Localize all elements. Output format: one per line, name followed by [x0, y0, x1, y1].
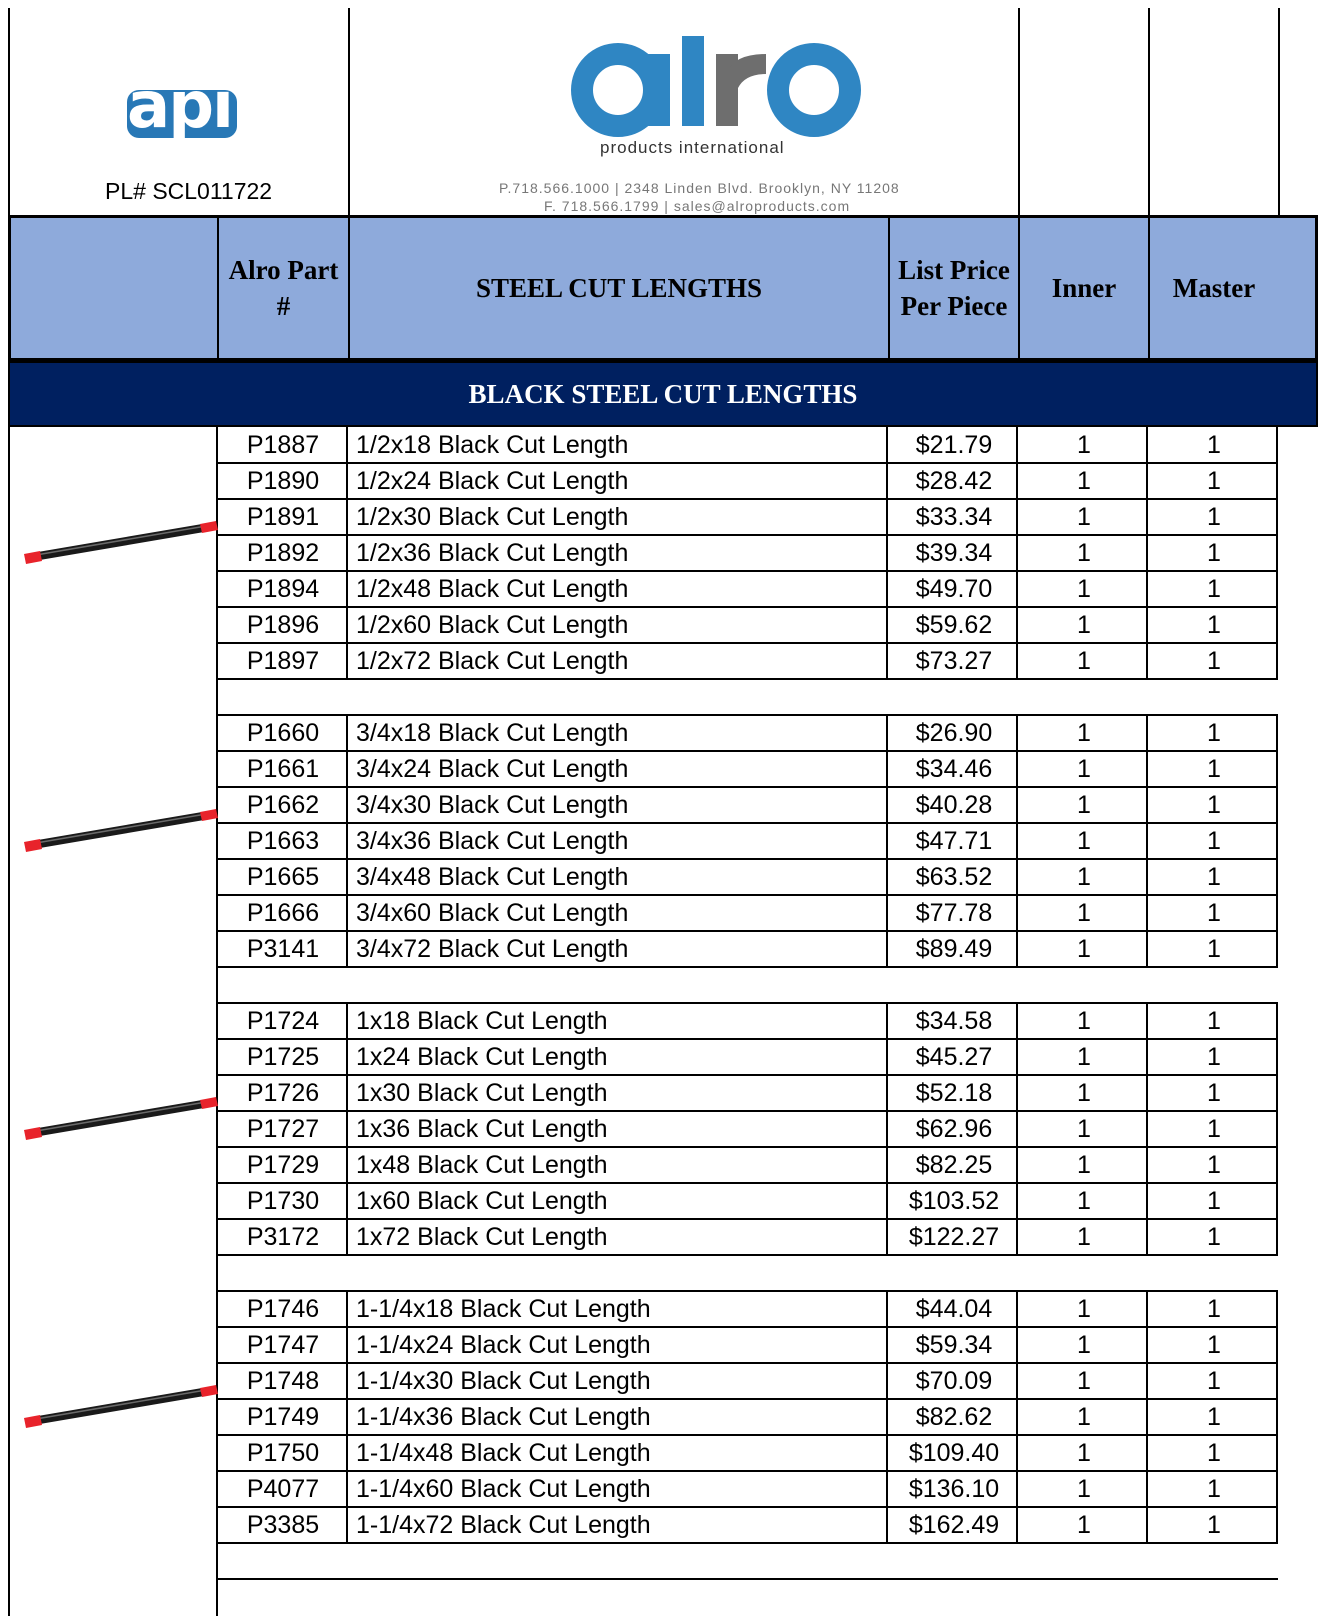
master-cell: 1	[1207, 646, 1221, 675]
description-cell: 1/2x24 Black Cut Length	[356, 466, 629, 495]
master-cell: 1	[1207, 1078, 1221, 1107]
description-cell: 1-1/4x18 Black Cut Length	[356, 1294, 651, 1323]
master-cell: 1	[1207, 862, 1221, 891]
master-cell: 1	[1207, 754, 1221, 783]
inner-cell: 1	[1077, 1330, 1091, 1359]
price-cell: $82.62	[915, 1402, 993, 1431]
row-divider	[216, 678, 1278, 680]
master-cell: 1	[1207, 1294, 1221, 1323]
column-divider	[346, 1003, 348, 1255]
inner-cell: 1	[1077, 1150, 1091, 1179]
alro-address-line1: P.718.566.1000 | 2348 Linden Blvd. Brooklyn, NY 11208	[499, 180, 900, 196]
inner-cell: 1	[1077, 646, 1091, 675]
column-divider	[1016, 1291, 1018, 1543]
part-number-cell: P1663	[246, 826, 320, 855]
inner-cell: 1	[1077, 1402, 1091, 1431]
description-cell: 1/2x48 Black Cut Length	[356, 574, 629, 603]
master-cell: 1	[1207, 934, 1221, 963]
inner-cell: 1	[1077, 1294, 1091, 1323]
price-cell: $82.25	[915, 1150, 993, 1179]
header-divider	[348, 8, 350, 215]
price-cell: $89.49	[915, 934, 993, 963]
col-header-price: List Price Per Piece	[888, 218, 1018, 358]
price-cell: $63.52	[915, 862, 993, 891]
inner-cell: 1	[1077, 1510, 1091, 1539]
description-cell: 1-1/4x48 Black Cut Length	[356, 1438, 651, 1467]
inner-cell: 1	[1077, 1006, 1091, 1035]
description-cell: 1/2x18 Black Cut Length	[356, 430, 629, 459]
header-divider	[1148, 8, 1150, 215]
alro-logo-mark	[570, 32, 870, 142]
part-number-cell: P1896	[246, 610, 320, 639]
inner-cell: 1	[1077, 1042, 1091, 1071]
description-cell: 3/4x18 Black Cut Length	[356, 718, 629, 747]
price-cell: $40.28	[915, 790, 993, 819]
price-cell: $103.52	[908, 1186, 1000, 1215]
column-divider	[886, 1291, 888, 1543]
col-header-inner: Inner	[1018, 218, 1148, 358]
description-cell: 1x30 Black Cut Length	[356, 1078, 608, 1107]
inner-cell: 1	[1077, 1366, 1091, 1395]
row-divider	[216, 1578, 1278, 1580]
price-cell: $45.27	[915, 1042, 993, 1071]
section-title: BLACK STEEL CUT LENGTHS	[8, 361, 1318, 427]
price-cell: $33.34	[915, 502, 993, 531]
part-number-cell: P1747	[246, 1330, 320, 1359]
inner-cell: 1	[1077, 1438, 1091, 1467]
table-body	[8, 427, 1318, 1616]
description-cell: 3/4x60 Black Cut Length	[356, 898, 629, 927]
alro-tagline: products international	[600, 138, 785, 157]
black-steel-pipe-icon	[18, 515, 218, 575]
inner-cell: 1	[1077, 466, 1091, 495]
api-logo	[127, 69, 243, 144]
part-number-cell: P1662	[246, 790, 320, 819]
price-cell: $44.04	[915, 1294, 993, 1323]
price-cell: $162.49	[908, 1510, 1000, 1539]
master-cell: 1	[1207, 826, 1221, 855]
part-number-cell: P1748	[246, 1366, 320, 1395]
part-number-cell: P3172	[246, 1222, 320, 1251]
row-divider	[216, 1542, 1278, 1544]
part-number-cell: P1729	[246, 1150, 320, 1179]
description-cell: 3/4x72 Black Cut Length	[356, 934, 629, 963]
master-cell: 1	[1207, 1330, 1221, 1359]
master-cell: 1	[1207, 1042, 1221, 1071]
column-divider	[1146, 1003, 1148, 1255]
inner-cell: 1	[1077, 826, 1091, 855]
column-divider	[886, 1003, 888, 1255]
price-cell: $122.27	[908, 1222, 1000, 1251]
inner-cell: 1	[1077, 934, 1091, 963]
header-block	[8, 8, 1320, 215]
master-cell: 1	[1207, 1186, 1221, 1215]
column-divider	[346, 427, 348, 679]
description-cell: 1/2x72 Black Cut Length	[356, 646, 629, 675]
description-cell: 1x60 Black Cut Length	[356, 1186, 608, 1215]
column-divider	[1276, 1003, 1278, 1255]
master-cell: 1	[1207, 1150, 1221, 1179]
master-cell: 1	[1207, 790, 1221, 819]
master-cell: 1	[1207, 1402, 1221, 1431]
description-cell: 1/2x60 Black Cut Length	[356, 610, 629, 639]
price-cell: $39.34	[915, 538, 993, 567]
description-cell: 3/4x24 Black Cut Length	[356, 754, 629, 783]
price-cell: $49.70	[915, 574, 993, 603]
part-number-cell: P4077	[246, 1474, 320, 1503]
alro-logo	[570, 32, 870, 142]
part-number-cell: P1891	[246, 502, 320, 531]
master-cell: 1	[1207, 1438, 1221, 1467]
api-logo-text: api	[127, 69, 232, 143]
part-number-cell: P1890	[246, 466, 320, 495]
black-steel-pipe-icon	[18, 803, 218, 863]
row-divider	[216, 966, 1278, 968]
part-number-cell: P1750	[246, 1438, 320, 1467]
description-cell: 1x72 Black Cut Length	[356, 1222, 608, 1251]
price-cell: $47.71	[915, 826, 993, 855]
price-cell: $34.46	[915, 754, 993, 783]
column-divider	[1276, 427, 1278, 679]
inner-cell: 1	[1077, 610, 1091, 639]
description-cell: 1x18 Black Cut Length	[356, 1006, 608, 1035]
master-cell: 1	[1207, 1222, 1221, 1251]
inner-cell: 1	[1077, 1078, 1091, 1107]
price-cell: $34.58	[915, 1006, 993, 1035]
inner-cell: 1	[1077, 718, 1091, 747]
description-cell: 3/4x36 Black Cut Length	[356, 826, 629, 855]
column-divider	[1146, 1291, 1148, 1543]
part-number-cell: P1730	[246, 1186, 320, 1215]
description-cell: 3/4x48 Black Cut Length	[356, 862, 629, 891]
column-divider	[1016, 1003, 1018, 1255]
part-number-cell: P3385	[246, 1510, 320, 1539]
part-number-cell: P1666	[246, 898, 320, 927]
master-cell: 1	[1207, 1366, 1221, 1395]
inner-cell: 1	[1077, 790, 1091, 819]
inner-cell: 1	[1077, 430, 1091, 459]
column-divider	[1146, 715, 1148, 967]
part-number-cell: P1725	[246, 1042, 320, 1071]
row-divider	[216, 1254, 1278, 1256]
black-steel-pipe-icon	[18, 1379, 218, 1439]
description-cell: 1-1/4x24 Black Cut Length	[356, 1330, 651, 1359]
column-divider	[346, 715, 348, 967]
price-cell: $28.42	[915, 466, 993, 495]
part-number-cell: P1894	[246, 574, 320, 603]
column-divider	[886, 715, 888, 967]
price-list-sheet	[8, 8, 1318, 1616]
description-cell: 1-1/4x72 Black Cut Length	[356, 1510, 651, 1539]
column-divider	[1146, 427, 1148, 679]
price-cell: $21.79	[915, 430, 993, 459]
description-cell: 1/2x30 Black Cut Length	[356, 502, 629, 531]
description-cell: 1-1/4x30 Black Cut Length	[356, 1366, 651, 1395]
pl-number: PL# SCL011722	[105, 178, 273, 204]
master-cell: 1	[1207, 574, 1221, 603]
column-divider	[1016, 427, 1018, 679]
header-divider	[1278, 8, 1280, 215]
price-cell: $77.78	[915, 898, 993, 927]
inner-cell: 1	[1077, 574, 1091, 603]
inner-cell: 1	[1077, 1186, 1091, 1215]
col-header-part: Alro Part #	[217, 218, 348, 358]
description-cell: 1x48 Black Cut Length	[356, 1150, 608, 1179]
alro-address-line2: F. 718.566.1799 | sales@alroproducts.com	[544, 198, 851, 214]
description-cell: 1-1/4x36 Black Cut Length	[356, 1402, 651, 1431]
inner-cell: 1	[1077, 862, 1091, 891]
left-border	[8, 427, 10, 1616]
column-divider	[1276, 1291, 1278, 1543]
column-divider	[1276, 715, 1278, 967]
part-number-cell: P1724	[246, 1006, 320, 1035]
price-cell: $52.18	[915, 1078, 993, 1107]
master-cell: 1	[1207, 538, 1221, 567]
description-cell: 1/2x36 Black Cut Length	[356, 538, 629, 567]
col-header-description: STEEL CUT LENGTHS	[348, 218, 888, 358]
part-number-cell: P1726	[246, 1078, 320, 1107]
part-number-cell: P1746	[246, 1294, 320, 1323]
master-cell: 1	[1207, 718, 1221, 747]
master-cell: 1	[1207, 898, 1221, 927]
part-number-cell: P1887	[246, 430, 320, 459]
master-cell: 1	[1207, 1006, 1221, 1035]
table-header	[8, 215, 1318, 361]
master-cell: 1	[1207, 430, 1221, 459]
part-number-cell: P1892	[246, 538, 320, 567]
column-divider	[346, 1291, 348, 1543]
master-cell: 1	[1207, 1114, 1221, 1143]
part-number-cell: P1749	[246, 1402, 320, 1431]
col-header-master: Master	[1148, 218, 1278, 358]
master-cell: 1	[1207, 466, 1221, 495]
price-cell: $70.09	[915, 1366, 993, 1395]
part-number-cell: P1665	[246, 862, 320, 891]
part-number-cell: P1897	[246, 646, 320, 675]
price-cell: $73.27	[915, 646, 993, 675]
master-cell: 1	[1207, 1474, 1221, 1503]
inner-cell: 1	[1077, 1222, 1091, 1251]
inner-cell: 1	[1077, 898, 1091, 927]
part-number-cell: P1727	[246, 1114, 320, 1143]
part-number-cell: P3141	[246, 934, 320, 963]
master-cell: 1	[1207, 502, 1221, 531]
master-cell: 1	[1207, 1510, 1221, 1539]
price-cell: $136.10	[908, 1474, 1000, 1503]
price-cell: $59.34	[915, 1330, 993, 1359]
price-cell: $26.90	[915, 718, 993, 747]
part-number-cell: P1660	[246, 718, 320, 747]
part-number-cell: P1661	[246, 754, 320, 783]
price-cell: $109.40	[908, 1438, 1000, 1467]
inner-cell: 1	[1077, 502, 1091, 531]
description-cell: 3/4x30 Black Cut Length	[356, 790, 629, 819]
description-cell: 1x36 Black Cut Length	[356, 1114, 608, 1143]
description-cell: 1-1/4x60 Black Cut Length	[356, 1474, 651, 1503]
inner-cell: 1	[1077, 1474, 1091, 1503]
price-cell: $59.62	[915, 610, 993, 639]
inner-cell: 1	[1077, 538, 1091, 567]
black-steel-pipe-icon	[18, 1091, 218, 1151]
description-cell: 1x24 Black Cut Length	[356, 1042, 608, 1071]
header-divider	[1018, 8, 1020, 215]
inner-cell: 1	[1077, 1114, 1091, 1143]
column-divider	[1016, 715, 1018, 967]
column-divider	[886, 427, 888, 679]
inner-cell: 1	[1077, 754, 1091, 783]
price-cell: $62.96	[915, 1114, 993, 1143]
master-cell: 1	[1207, 610, 1221, 639]
